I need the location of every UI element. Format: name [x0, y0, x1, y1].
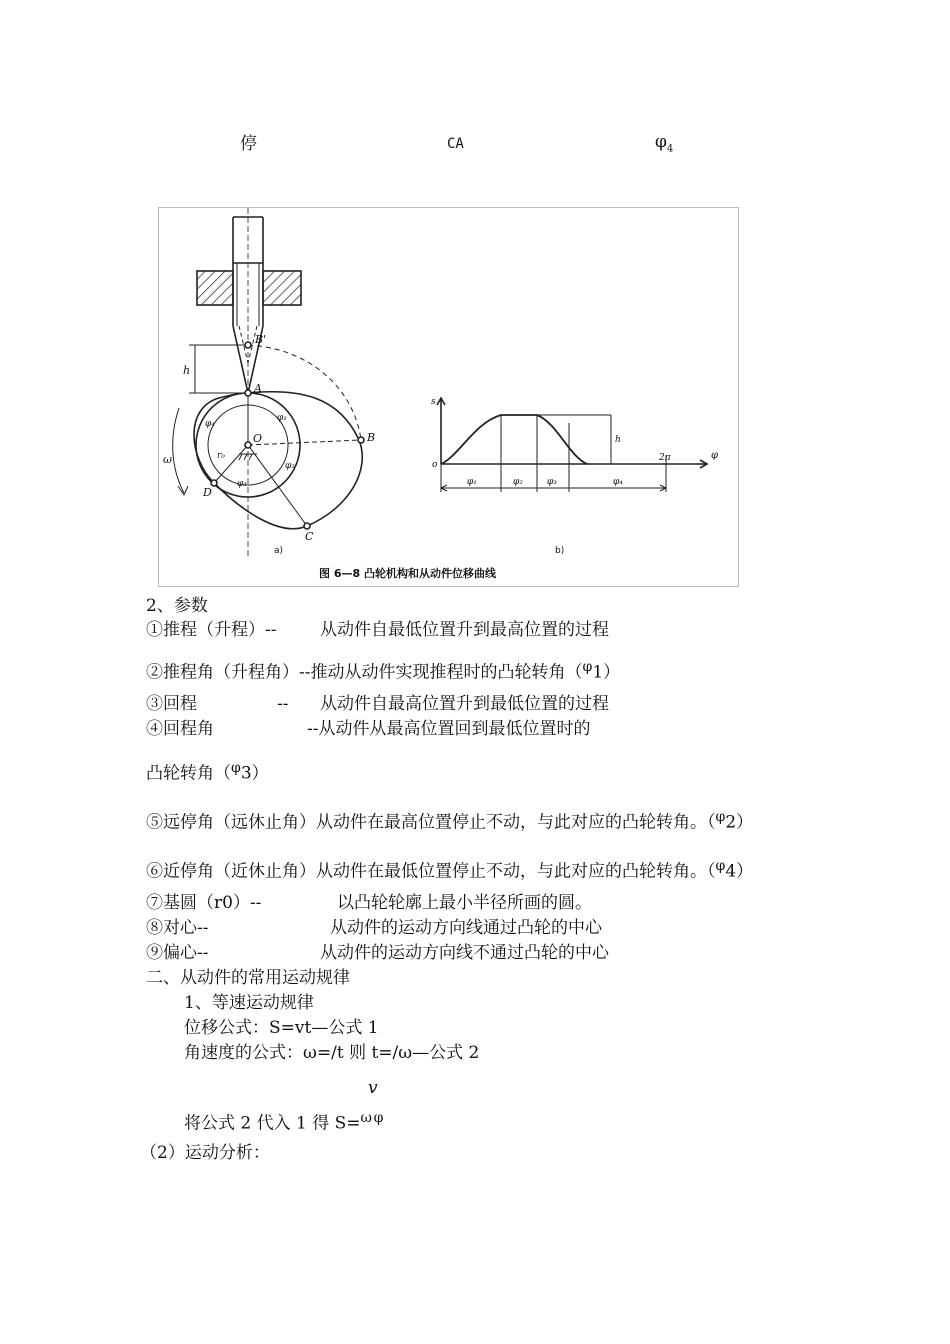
label-phi1-right: φ₁	[467, 477, 477, 487]
param-9-label: ⑨偏心--	[146, 943, 209, 963]
label-b-prime: B'	[255, 333, 267, 346]
section-2-sub-1: 1、等速运动规律	[184, 993, 314, 1013]
formula-2: 角速度的公式：ω=/t 则 t=/ω—公式 2	[184, 1043, 480, 1063]
param-6	[146, 856, 753, 882]
label-s: s	[431, 397, 436, 407]
param-4b-end: 3）	[240, 763, 269, 784]
phi-symbol: φ	[655, 132, 667, 152]
param-5-end: 2）	[725, 812, 754, 833]
label-h-left: h	[183, 364, 191, 377]
param-3-text: 从动件自最高位置升到最低位置的过程	[320, 694, 609, 714]
param-2-text: ②推程角（升程角）--推动从动件实现推程时的凸轮转角（	[146, 662, 583, 683]
label-h-right: h	[615, 435, 621, 445]
params-heading: 2、参数	[146, 596, 208, 616]
formula-3-text: 将公式 2 代入 1 得 S=	[184, 1113, 361, 1134]
frame-left-block	[197, 271, 233, 305]
label-phi3-left: φ₃	[237, 479, 247, 489]
label-a: A	[254, 382, 262, 395]
param-2-end: 1）	[592, 662, 621, 683]
section-2-heading: 二、从动件的常用运动规律	[146, 968, 350, 988]
label-d: D	[203, 486, 212, 499]
phi-symbol: φ	[373, 1110, 384, 1126]
label-omega: ω	[163, 453, 172, 466]
param-1-text: 从动件自最低位置升到最高位置的过程	[320, 620, 609, 640]
param-6-end: 4）	[725, 861, 754, 882]
formula-3	[184, 1108, 383, 1134]
phi-symbol: φ	[715, 858, 726, 874]
displacement-curve	[441, 415, 587, 464]
param-2	[146, 657, 620, 683]
omega-symbol: ω	[360, 1110, 372, 1126]
param-4-continuation	[146, 758, 269, 784]
header-col-2: CA	[447, 136, 464, 152]
label-o: O	[253, 432, 263, 445]
header-col-1: 停	[240, 134, 257, 154]
param-5	[146, 807, 753, 833]
figure-caption: 图 6—8 凸轮机构和从动件位移曲线	[319, 567, 496, 580]
figure-drawing	[159, 208, 738, 586]
formula-1: 位移公式：S=vt—公式 1	[184, 1018, 379, 1038]
label-phi-axis: φ	[711, 450, 719, 461]
param-7-label: ⑦基圆（r0）--	[146, 893, 262, 913]
label-c: C	[305, 530, 314, 543]
frame-right-block	[263, 271, 301, 305]
label-a-panel: a)	[274, 546, 284, 556]
motion-analysis: （2）运动分析：	[140, 1143, 270, 1163]
phi-symbol: φ	[231, 760, 241, 776]
label-phi2-left: φ₂	[285, 461, 295, 471]
param-4-label: ④回程角	[146, 719, 214, 739]
label-r0: r₀	[217, 451, 225, 461]
param-4-text: --从动件从最高位置回到最低位置时的	[307, 719, 591, 739]
param-8-text: 从动件的运动方向线通过凸轮的中心	[330, 918, 602, 938]
label-phi4-right: φ₄	[613, 477, 623, 487]
param-3-dash: --	[277, 694, 289, 714]
label-o-right: o	[432, 460, 438, 470]
param-7-text: 以凸轮轮廓上最小半径所画的圆。	[337, 893, 592, 913]
fraction-numerator: v	[368, 1078, 378, 1098]
phi-subscript: 4	[666, 143, 674, 155]
param-8-label: ⑧对心--	[146, 918, 209, 938]
label-phi2-right: φ₂	[513, 477, 523, 487]
param-5-text: ⑤远停角（远休止角）从动件在最高位置停止不动，与此对应的凸轮转角。（	[146, 812, 716, 833]
phi-symbol: φ	[715, 809, 726, 825]
param-9-text: 从动件的运动方向线不通过凸轮的中心	[320, 943, 609, 963]
label-b: B	[367, 431, 376, 444]
label-phi4-left: φ₄	[205, 419, 215, 429]
phi-symbol: φ	[582, 659, 593, 675]
param-6-text: ⑥近停角（近休止角）从动件在最低位置停止不动，与此对应的凸轮转角。（	[146, 861, 716, 882]
label-b-panel: b)	[555, 546, 565, 556]
param-1-label: ①推程（升程）--	[146, 620, 277, 640]
label-phi1-left: φ₁	[277, 413, 287, 423]
label-phi3-right: φ₃	[547, 477, 557, 487]
header-col-3	[655, 132, 673, 159]
cam-mechanism-figure	[158, 207, 739, 587]
param-3-label: ③回程	[146, 694, 197, 714]
label-2pi: 2π	[659, 453, 671, 463]
param-4b-text: 凸轮转角（	[146, 763, 231, 784]
